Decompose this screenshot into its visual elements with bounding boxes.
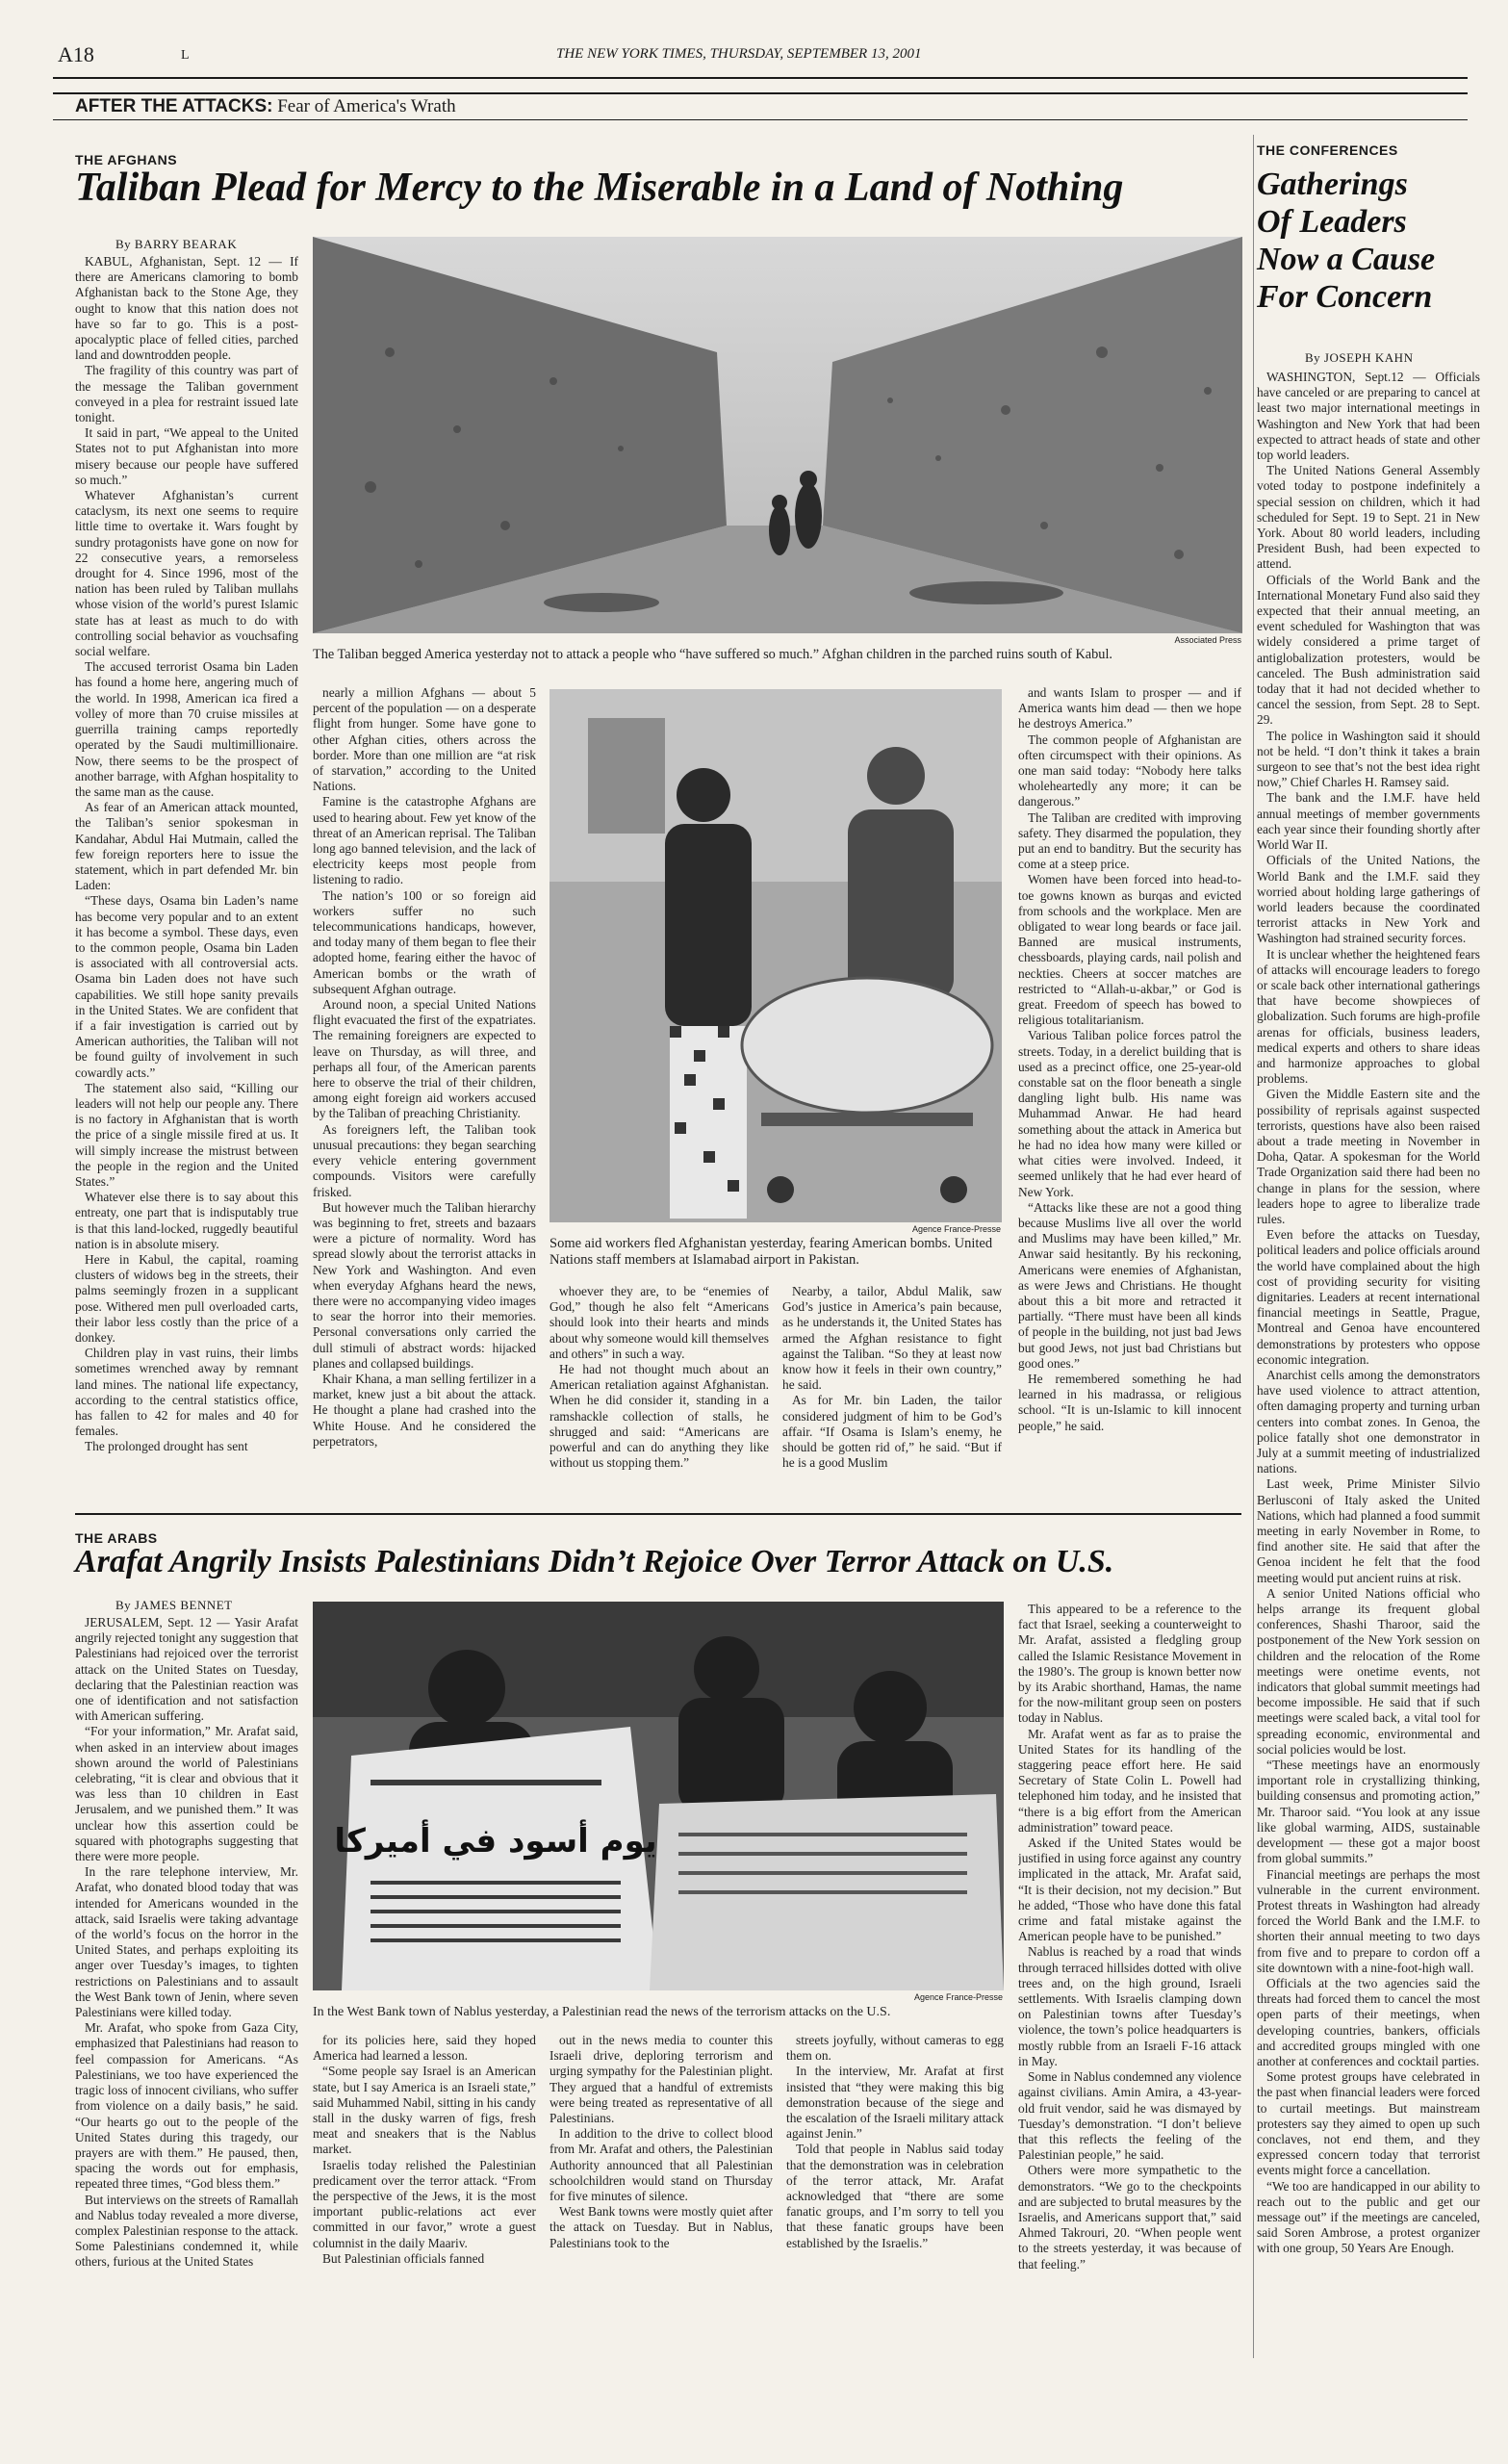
arabs-kicker: THE ARABS — [75, 1530, 158, 1546]
paragraph: for its policies here, said they hoped America had learned a lesson. — [313, 2033, 536, 2064]
paragraph: Some protest groups have celebrated in the past when financial leaders were forced to curtail meetings. But mainstream protesters say they aimed to open up such conclaves, not end them, and they expressed concern today that terrorist events might force a cancellation. — [1257, 2069, 1480, 2178]
paragraph: In addition to the drive to collect blood from Mr. Arafat and others, the Palestinian Authority announced that all Palestinian schoolchildren would stand on Thursday for five minutes of silence. — [550, 2126, 773, 2204]
newspaper-headline: يوم أسود في أميركا — [334, 1822, 657, 1861]
aid-photo-caption: Some aid workers fled Afghanistan yesterday, fearing American bombs. United Nations staff members at Islamabad airport in Pakistan. — [550, 1236, 993, 1268]
paragraph: Even before the attacks on Tuesday, political leaders and police officials around the world have complained about the high cost of providing security for visiting dignitaries. Leaders at recent international financial meetings in Seattle, Prague, Montreal and Genoa have encountered demonstrations by protesters who oppose economic integration. — [1257, 1227, 1480, 1367]
airport-scene-illustration — [550, 689, 1002, 1222]
paragraph: “Attacks like these are not a good thing because Muslims live all over the world and Muslims may have been killed,” Mr. Anwar said hesitantly. By his reckoning, Americans were enemies of Afghanistan, as were Jews and Christians. He thought about this a bit more and retracted it partially. “There must have been all kinds of people in the building, not just bad Jews but good Jews, not just bad Christians but good ones.” — [1018, 1199, 1241, 1371]
paragraph: The common people of Afghanistan are often circumspect with their opinions. As one man said today: “Nobody here talks wholeheartedly any more; it can be dangerous.” — [1018, 732, 1241, 809]
paragraph: Officials at the two agencies said the threats had forced them to cancel the most open parts of their meetings, when developing countries, bankers, officials and accredited groups mingled with one another at conferences and cocktail parties. — [1257, 1975, 1480, 2068]
conferences-kicker: THE CONFERENCES — [1257, 142, 1398, 158]
paragraph: “Some people say Israel is an American state, but I say America is an Israeli state,” said Muhammed Nabil, sitting in his candy stall in the dusky warren of figs, fresh meat and sneakers that is the Nablus market. — [313, 2064, 536, 2157]
paragraph: Others were more sympathetic to the demonstrators. “We go to the checkpoints and are subjected to brutal measures by the Israelis, and Americans support that,” said Ahmed Takrouri, 20. “When people went to the streets yesterday, it was because of that feeling.” — [1018, 2163, 1241, 2272]
ruined-street-illustration — [313, 237, 1242, 633]
paragraph: Whatever else there is to say about this entreaty, one part that is indisputably true is that this land-locked, ruggedly beautiful nation is in absolute misery. — [75, 1190, 298, 1251]
page-dateline: THE NEW YORK TIMES, THURSDAY, SEPTEMBER 13, 2001 — [556, 46, 922, 62]
paragraph: He had not thought much about an American retaliation against Afghanistan. When he did consider it, standing in a ramshackle collection of stalls, he shrugged and said: “Americans are powerful and can do anything they like without us stopping them.” — [550, 1362, 769, 1471]
edition-letter: L — [181, 48, 190, 63]
headline-line: Now a Cause — [1257, 242, 1436, 277]
paragraph: Children play in vast ruins, their limbs sometimes wrenched away by remnant land mines. The national life expectancy, according to the central statistics office, has fallen to 42 for males and 40 for females. — [75, 1346, 298, 1439]
paragraph: Famine is the catastrophe Afghans are used to hearing about. Few yet know of the threat of an American reprisal. The Taliban long ago banned television, and the lack of electricity keeps most people from listening to radio. — [313, 794, 536, 887]
section-rule-bottom — [53, 119, 1468, 120]
conferences-headline — [1257, 166, 1435, 316]
arabs-byline: By JAMES BENNET — [115, 1598, 233, 1612]
paragraph: Khair Khana, a man selling fertilizer in a market, knew just a bit about the attack. He thought a plane had crashed into the White House. And he considered the perpetrators, — [313, 1371, 536, 1449]
paragraph: JERUSALEM, Sept. 12 — Yasir Arafat angrily rejected tonight any suggestion that Palestinians had rejoiced over the terrorist attack on the United States on Tuesday, declaring that the Palestinian reaction was one of identification and not satisfaction with American suffering. — [75, 1615, 298, 1724]
paragraph: The nation’s 100 or so foreign aid workers suffer no such telecommunications handicaps, however, and today many of them began to flee their adopted home, fearing either the havoc of American bombs or the wrath of subsequent Afghan outrage. — [313, 887, 536, 996]
afghans-photo-caption: The Taliban begged America yesterday not to attack a people who “have suffered so much.” Afghan children in the parched ruins south of Kabul. — [313, 647, 1112, 662]
story-divider — [75, 1513, 1241, 1515]
paragraph: “These meetings have an enormously important role in crystallizing thinking, building consensus and promoting action,” Mr. Tharoor said. “You look at any issue like global warming, AIDS, sustainable development — these got a major boost from global summits.” — [1257, 1758, 1480, 1866]
paragraph: The police in Washington said it should not be held. “I don’t think it takes a brain surgeon to see that’s not the best idea right now,” Chief Charles H. Ramsey said. — [1257, 728, 1480, 790]
paragraph: “For your information,” Mr. Arafat said, when asked in an interview about images shown around the world of Palestinians celebrating, “it is clear and obvious that it was less than 10 children in East Jerusalem, and we punished them.” It was unclear how this assertion could be squared with photographs suggesting that there were more people. — [75, 1724, 298, 1864]
paragraph: “We too are handicapped in our ability to reach out to the public and get our message out” if the meetings are canceled, said Soren Ambrose, a protest organizer with one group, 50 Years Are Enough. — [1257, 2178, 1480, 2256]
paragraph: West Bank towns were mostly quiet after the attack on Tuesday. But in Nablus, Palestinians took to the — [550, 2204, 773, 2250]
paragraph: The bank and the I.M.F. have held annual meetings of member governments each year since their founding shortly after World War II. — [1257, 790, 1480, 853]
paragraph: Last week, Prime Minister Silvio Berlusconi of Italy asked the United Nations, which had planned a food summit meeting in early November in Rome, to find another site. He said that after the Genoa incident he felt that the food meeting would put ancient ruins at risk. — [1257, 1476, 1480, 1585]
afghans-byline: By BARRY BEARAK — [115, 237, 238, 251]
afghans-col1 — [75, 254, 298, 1502]
afghans-kicker: THE AFGHANS — [75, 152, 178, 167]
paragraph: As foreigners left, the Taliban took unusual precautions: they began searching every vehicle entering government compounds. Visitors were carefully frisked. — [313, 1121, 536, 1199]
paragraph: Told that people in Nablus said today that the demonstration was in celebration of the terror attack, Mr. Arafat acknowledged that “there are some fanatic groups, and I’m sorry to tell you that these fanatic groups have been established by the Israelis.” — [786, 2142, 1004, 2250]
conferences-byline: By JOSEPH KAHN — [1305, 350, 1414, 365]
arabs-col3 — [550, 2033, 773, 2358]
afghans-col3 — [550, 1284, 1002, 1502]
paragraph: Officials of the United Nations, the World Bank and the I.M.F. said they worried about holding large gatherings of world leaders because the coordinated terrorist attacks in New York and Washington had strained security forces. — [1257, 853, 1480, 946]
arabs-col4 — [786, 2033, 1004, 2358]
column-rule — [1253, 135, 1254, 2358]
paragraph: In the interview, Mr. Arafat at first insisted that “they were making this big demonstration because of the siege and the escalation of the Israeli military attack against Jenin.” — [786, 2064, 1004, 2142]
afghan-children-photo — [313, 237, 1242, 633]
paragraph: But however much the Taliban hierarchy was beginning to fret, streets and bazaars were a picture of normality. Word has spread slowly about the terrorist attacks in New York and Washington. And even when everyday Afghans heard the news, there were no accompanying video images to sear the horror into their memories. Personal conversations only carried the dull stimuli of abstract words: hijacked planes and collapsed buildings. — [313, 1199, 536, 1371]
paragraph: But Palestinian officials fanned — [322, 2250, 485, 2266]
arabs-col1 — [75, 1615, 298, 2358]
paragraph: The accused terrorist Osama bin Laden has found a home here, angering much of the world. In 1998, American ica fired a volley of more than 70 cruise missiles at guerrilla training camps reportedly operated by the Saudi multimillionaire. Now, there seems to be the prospect of another barrage, with Afghan hospitality to the same man as the cause. — [75, 659, 298, 799]
paragraph: Around noon, a special United Nations flight evacuated the first of the expatriates. The remaining foreigners are expected to leave on Thursday, as will three, and perhaps all four, of the American parents here to observe the trial of their children, among eight foreign aid workers accused by the Taliban of preaching Christianity. — [313, 997, 536, 1121]
arabs-photo-credit: Agence France-Presse — [913, 1992, 1003, 2002]
paragraph: Whatever Afghanistan’s current cataclysm, its next one seems to require little time to overtake it. Wars fought by sundry protagonists have gone on now for 22 consecutive years, a remorseless drought for 4. Since 1996, most of the nation has been ruled by Taliban mullahs whose vision of the world’s purest Islamic state has at least as much to do with controlling social behavior as vouchsafing social welfare. — [75, 488, 298, 659]
afghans-photo-credit: Associated Press — [1174, 635, 1241, 645]
paragraph: Here in Kabul, the capital, roaming clusters of widows beg in the streets, their palms seemingly frozen in a supplicant pose. Withered men pull overloaded carts, their labor less costly than the price of a donkey. — [75, 1252, 298, 1346]
paragraph: The United Nations General Assembly voted today to postpone indefinitely a special session on children, which it had scheduled for Sept. 19 to Sept. 21 in New York. About 80 world leaders, including President Bush, had been expected to attend. — [1257, 463, 1480, 572]
paragraph: “These days, Osama bin Laden’s name has become very popular and to an extent it has become a symbol. These days, even to the common people, Osama bin Laden is associated with all controversial acts. Osama bin Laden does not have such capabilities. We still hope sanity prevails in the United States. We are confident that if a fair investigation is carried out by American authorities, the Taliban will not be found guilty of involvement in such cowardly acts.” — [75, 893, 298, 1080]
paragraph: Mr. Arafat went as far as to praise the United States for its handling of the staggering peace effort here. He said Secretary of State Colin L. Powell had telephoned him today, and he insisted that “there is a big effort from the American administration” toward peace. — [1018, 1726, 1241, 1835]
paragraph: and wants Islam to prosper — and if America wants him dead — then we hope he destroys America.” — [1018, 685, 1241, 732]
page-number: A18 — [58, 42, 94, 66]
paragraph: As fear of an American attack mounted, the Taliban’s senior spokesman in Kandahar, Abdul Hai Mutmain, called the few foreign reporters here to issue the statement, which in part defended Mr. bin Laden: — [75, 800, 298, 893]
paragraph: He remembered something he had learned in his madrassa, or religious school. “It is un-Islamic to kill innocent people,” he said. — [1018, 1371, 1241, 1433]
paragraph: The fragility of this country was part of the message the Taliban government conveyed in a plea for restraint issued late tonight. — [75, 363, 298, 425]
section-prefix: AFTER THE ATTACKS: — [75, 96, 273, 116]
paragraph: Officials of the World Bank and the International Monetary Fund also said they expected that their annual meeting, an event scheduled for Washington that was widely considered a prime target of antiglobalization protesters, would be canceled. The Bush administration said today that it had not decided whether to cancel the session, from Sept. 28 to Sept. 29. — [1257, 572, 1480, 728]
paragraph: The prolonged drought has sent — [85, 1439, 248, 1454]
arabs-col2 — [313, 2033, 536, 2358]
headline-line: Of Leaders — [1257, 204, 1407, 240]
arabs-headline: Arafat Angrily Insists Palestinians Didn’t Rejoice Over Terror Attack on U.S. — [75, 1544, 1114, 1579]
paragraph: WASHINGTON, Sept.12 — Officials have canceled or are preparing to cancel at least two major international meetings in Washington and New York that had been expected to attract heads of state and other top world leaders. — [1257, 370, 1480, 463]
paragraph: streets joyfully, without cameras to egg them on. — [786, 2033, 1004, 2064]
arabs-photo-caption: In the West Bank town of Nablus yesterday, a Palestinian read the news of the terrorism attacks on the U.S. — [313, 2005, 891, 2019]
paragraph: Various Taliban police forces patrol the streets. Today, in a derelict building that is used as a precinct office, one 25-year-old constable sat on the floor beneath a single dangling light bulb. His name was Muhammad Anwar. He had heard something about the attack in America but he had no idea how many were killed or what cities were involved. Indeed, it seemed unlikely that he had ever heard of New York. — [1018, 1028, 1241, 1199]
newspaper-reader-illustration — [313, 1602, 1004, 1990]
paragraph: nearly a million Afghans — about 5 percent of the population — on a desperate flight from hunger. Some have gone to other Afghan cities, others across the border. More than one million are “at risk of starvation,” according to the United Nations. — [313, 685, 536, 794]
section-rule-top — [53, 92, 1468, 94]
header-rule — [53, 77, 1468, 79]
paragraph: A senior United Nations official who helps arrange its frequent global conferences, Shashi Tharoor, said the postponement of the New York session on children and the relocation of the Rome meetings were onetime events, not indicators that global summit meetings had become impossible. He said that if such meetings were scaled back, a vital tool for spreading economic, environmental and social policies would be lost. — [1257, 1585, 1480, 1757]
paragraph: Some in Nablus condemned any violence against civilians. Amin Amira, a 43-year-old fruit vendor, said he was dismayed by Tuesday’s demonstration. “I don’t believe that this reflects the feeling of the Palestinian people,” he said. — [1018, 2069, 1241, 2163]
paragraph: Asked if the United States would be justified in using force against any country implicated in the attack, Mr. Arafat said, “It is their decision, not my decision.” But he added, “Those who have done this fatal crime and fatal mistake against the American people have to be punished.” — [1018, 1835, 1241, 1944]
afghans-col4 — [1018, 685, 1241, 1502]
paragraph: The Taliban are credited with improving safety. They disarmed the population, they put an end to banditry. But the security has come at a steep price. — [1018, 809, 1241, 872]
section-title: Fear of America's Wrath — [277, 96, 456, 116]
paragraph: This appeared to be a reference to the fact that Israel, seeking a counterweight to Mr. Arafat, assisted a fledgling group called the Islamic Resistance Movement in the 1980’s. The group is known better now by its Arabic shorthand, Hamas, the name for the now-militant group seen on posters today in Nablus. — [1018, 1602, 1241, 1726]
paragraph: Women have been forced into head-to-toe gowns known as burqas and evicted from schools and the workplace. Men are obligated to wear long beards or face jail. Banned are musical instruments, chessboards, playing cards, nail polish and neckties. Cheers at soccer matches are restricted to “Allah-u-akbar,” or God is great. Freedom of speech has bowed to religious totalitarianism. — [1018, 872, 1241, 1028]
headline-line: Gatherings — [1257, 167, 1408, 202]
paragraph: Nearby, a tailor, Abdul Malik, saw God’s justice in America’s pain because, as he understands it, the United States has armed the Afghan resistance to fight against the Taliban. “So they at least now know how it feels in their own country,” he said. — [782, 1284, 1002, 1393]
headline-line: For Concern — [1257, 279, 1433, 315]
paragraph: out in the news media to counter this Israeli drive, deploring terrorism and urging sympathy for the Palestinian plight. They argued that a handful of extremists were being treated as representative of all Palestinians. — [550, 2033, 773, 2126]
conferences-body — [1257, 370, 1480, 2358]
paragraph: It said in part, “We appeal to the United States not to put Afghanistan into more misery because our people have suffered so much.” — [75, 425, 298, 487]
paragraph: Nablus is reached by a road that winds through terraced hillsides dotted with olive trees and, on the high ground, Israeli settlements. With Israelis clamping down on Palestinian towns after Tuesday’s violence, the town’s police headquarters is mostly rubble from an Israeli F-16 attack in May. — [1018, 1944, 1241, 2068]
paragraph: whoever they are, to be “enemies of God,” though he also felt “Americans should look into their hearts and minds about why someone would kill themselves and others” in such a way. — [550, 1284, 769, 1361]
paragraph: Financial meetings are perhaps the most vulnerable in the current environment. Protest threats in Washington had already forced the World Bank and the I.M.F. to shorten their annual meeting to two days from five and to prepare to cordon off a site downtown with a nine-foot-high wall. — [1257, 1866, 1480, 1975]
arabs-col5 — [1018, 1602, 1241, 2358]
paragraph: Given the Middle Eastern site and the possibility of reprisals against suspected terrorists, questions have also been raised about a trade meeting in November in Doha, Qatar. A spokesman for the World Trade Organization said there had been no change in plans for the session, where leaders hope to agree to liberalize trade rules. — [1257, 1087, 1480, 1226]
aid-photo-credit: Agence France-Presse — [911, 1224, 1001, 1234]
paragraph: As for Mr. bin Laden, the tailor considered judgment of him to be God’s affair. “If Osama is Islam’s enemy, he should be gotten rid of,” he said. “But if he is a good Muslim — [782, 1393, 1002, 1471]
aid-workers-photo — [550, 689, 1002, 1222]
afghans-col2 — [313, 685, 536, 1502]
paragraph: Israelis today relished the Palestinian predicament over the terror attack. “From the perspective of the Jews, it is the most important public-relations act ever committed in our favor,” wrote a guest columnist in the daily Maariv. — [313, 2157, 536, 2250]
nablus-reader-photo — [313, 1602, 1004, 1990]
paragraph: Anarchist cells among the demonstrators have used violence to attract attention, often damaging property and turning urban centers into combat zones. In Genoa, the police fatally shot one demonstrator in July at a summit meeting of industrialized nations. — [1257, 1368, 1480, 1476]
paragraph: But interviews on the streets of Ramallah and Nablus today revealed a more diverse, complex Palestinian response to the attack. Some Palestinians condemned it, while others, furious at the United States — [75, 2192, 298, 2270]
paragraph: It is unclear whether the heightened fears of attacks will encourage leaders to forego or scale back other international gatherings that have become showpieces of globalization. Such forums are high-profile arenas for officials, business leaders, medical experts and others to share ideas and harmonize approaches to global problems. — [1257, 946, 1480, 1087]
paragraph: In the rare telephone interview, Mr. Arafat, who donated blood today that was intended for Americans wounded in the attack, said Israelis were taking advantage of the world’s focus on the horror in the United States, and perhaps exploiting its anger over Tuesday’s images, to tighten restrictions on Palestinians and to assault the West Bank town of Jenin, where seven Palestinians were killed today. — [75, 1864, 298, 2020]
paragraph: KABUL, Afghanistan, Sept. 12 — If there are Americans clamoring to bomb Afghanistan back to the Stone Age, they ought to know that this nation does not have so far to go. This is a post-apocalyptic place of felled cities, parched land and downtrodden people. — [75, 254, 298, 363]
afghans-headline: Taliban Plead for Mercy to the Miserable in a Land of Nothing — [75, 166, 1124, 210]
paragraph: Mr. Arafat, who spoke from Gaza City, emphasized that Palestinians had reason to feel compassion for Americans. “As Palestinians, we too have experienced the tragic loss of innocent civilians, who suffer from violence on a daily basis,” he said. “Our hearts go out to the people of the United States during this tragedy, our prayers are with them.” He paused, then, spacing the words out for emphasis, repeated three times, “God bless them.” — [75, 2020, 298, 2192]
paragraph: The statement also said, “Killing our leaders will not help our people any. There is no factory in Afghanistan that is worth the price of a single missile fired at us. It will simply increase the mistrust between the people in the region and the United States.” — [75, 1080, 298, 1189]
section-label — [75, 96, 456, 117]
